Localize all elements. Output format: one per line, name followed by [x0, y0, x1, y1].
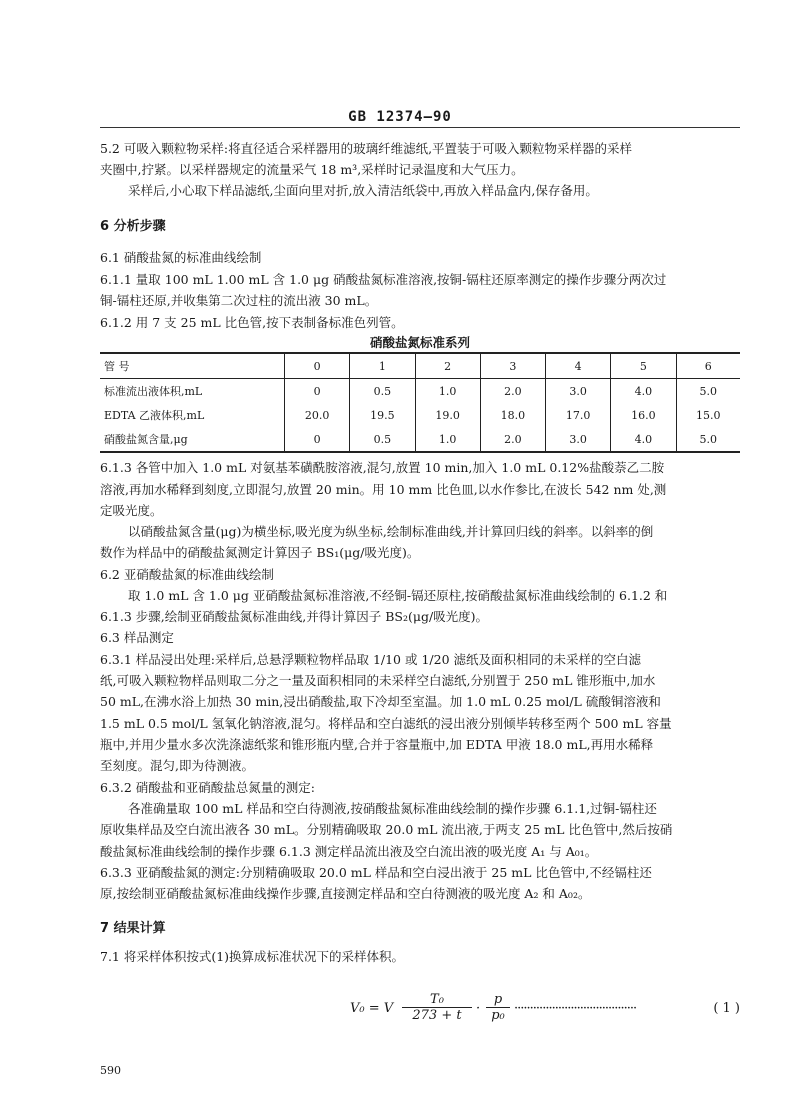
formula-frac1-numerator: T₀ [402, 992, 472, 1008]
para-after-sampling: 采样后,小心取下样品滤纸,尘面向里对折,放入清洁纸袋中,再放入样品盒内,保存备用。 [128, 183, 598, 198]
para-6-1-3-line-1: 6.1.3 各管中加入 1.0 mL 对氨基苯磺酰胺溶液,混匀,放置 10 min,加入 1.0 mL 0.12%盐酸萘乙二胺 [100, 460, 665, 475]
formula-leader-dots: ······································· [514, 1001, 637, 1016]
table-cell: 5.0 [676, 427, 740, 452]
formula-fraction-pressure [486, 992, 510, 1023]
para-6-3-2-line-3: 酸盐氮标准曲线绘制的操作步骤 6.1.3 测定样品流出液及空白流出液的吸光度 A₁ 与 A₀₁。 [100, 844, 598, 859]
formula-dot: · [476, 1001, 481, 1016]
section-6-2-heading: 6.2 亚硝酸盐氮的标准曲线绘制 [100, 567, 274, 582]
para-6-3-1-line-1: 6.3.1 样品浸出处理:采样后,总悬浮颗粒物样品取 1/10 或 1/20 滤纸及面积相同的未采样的空白滤 [100, 652, 641, 667]
table-cell: 16.0 [611, 403, 676, 427]
table-row [100, 379, 740, 404]
section-6-1-heading: 6.1 硝酸盐氮的标准曲线绘制 [100, 250, 262, 265]
table-cell: 0 [285, 379, 350, 404]
volume-formula [350, 992, 740, 1026]
para-6-3-1-line-2: 纸,可吸入颗粒物样品则取二分之一量及面积相同的未采样空白滤纸,分别置于 250 mL 锥形瓶中,加水 [100, 673, 656, 688]
table-cell: 2.0 [480, 427, 545, 452]
table-cell: 18.0 [480, 403, 545, 427]
page-number: 590 [100, 1064, 121, 1077]
table-col-header: 0 [285, 353, 350, 379]
formula-frac2-denominator: p₀ [491, 1008, 505, 1023]
formula-frac1-denominator: 273 + t [412, 1008, 462, 1023]
standard-code-header: GB 12374—90 [348, 109, 452, 125]
table-col-header: 3 [480, 353, 545, 379]
table-cell: 19.0 [415, 403, 480, 427]
table-cell: 19.5 [350, 403, 415, 427]
table-cell: 0 [285, 427, 350, 452]
para-6-3-1-line-3: 50 mL,在沸水浴上加热 30 min,浸出硝酸盐,取下冷却至室温。加 1.0 mL 0.25 mol/L 硫酸铜溶液和 [100, 694, 661, 709]
para-6-3-3-line-2: 原,按绘制亚硝酸盐氮标准曲线操作步骤,直接测定样品和空白待测液的吸光度 A₂ 和 A₀₂。 [100, 886, 591, 901]
para-6-3-1-line-5: 瓶中,并用少量水多次洗涤滤纸浆和锥形瓶内壁,合并于容量瓶中,加 EDTA 甲液 18.0 mL,再用水稀释 [100, 737, 654, 752]
table-cell: 20.0 [285, 403, 350, 427]
table-cell: 3.0 [546, 427, 611, 452]
table-col-header: 6 [676, 353, 740, 379]
table-row-label: 标准流出液体积,mL [104, 385, 203, 398]
formula-frac2-numerator: p [486, 992, 510, 1008]
para-5-2-line-1: 5.2 可吸入颗粒物采样:将直径适合采样器用的玻璃纤维滤纸,平置装于可吸入颗粒物采样器的采样 [100, 141, 633, 156]
para-6-1-1-line-1: 6.1.1 量取 100 mL 1.00 mL 含 1.0 μg 硝酸盐氮标准溶液,按铜-镉柱还原率测定的操作步骤分两次过 [100, 272, 667, 287]
table-row [100, 403, 740, 427]
para-7-1: 7.1 将采样体积按式(1)换算成标准状况下的采样体积。 [100, 949, 405, 964]
table-header-row [100, 353, 740, 379]
table-caption: 硝酸盐氮标准系列 [369, 335, 470, 350]
table-cell: 0.5 [350, 427, 415, 452]
table-cell: 5.0 [676, 379, 740, 404]
header-rule [100, 127, 740, 128]
para-6-3-2-line-2: 原收集样品及空白流出液各 30 mL。分别精确吸取 20.0 mL 流出液,于两支 25 mL 比色管中,然后按硝 [100, 822, 673, 837]
table-col-header: 2 [415, 353, 480, 379]
table-cell: 15.0 [676, 403, 740, 427]
table-header-label: 管 号 [100, 353, 285, 379]
table-cell: 1.0 [415, 427, 480, 452]
table-cell: 4.0 [611, 427, 676, 452]
para-6-2-line-2: 6.1.3 步骤,绘制亚硝酸盐氮标准曲线,并得计算因子 BS₂(μg/吸光度)。 [100, 609, 489, 624]
para-6-1-3-line-2: 溶液,再加水稀释到刻度,立即混匀,放置 20 min。用 10 mm 比色皿,以水作参比,在波长 542 nm 处,测 [100, 482, 667, 497]
table-col-header: 1 [350, 353, 415, 379]
table-cell: 0.5 [350, 379, 415, 404]
section-6-heading: 6 分析步骤 [100, 219, 166, 234]
para-5-2-line-2: 夹圈中,拧紧。以采样器规定的流量采气 18 m³,采样时记录温度和大气压力。 [100, 162, 524, 177]
para-6-1-2: 6.1.2 用 7 支 25 mL 比色管,按下表制备标准色列管。 [100, 315, 404, 330]
formula-fraction-temperature [402, 992, 472, 1023]
formula-lhs: V₀ = V [350, 1001, 394, 1016]
table-col-header: 5 [611, 353, 676, 379]
section-6-3-heading: 6.3 样品测定 [100, 630, 174, 645]
para-6-3-2-line-1: 各准确量取 100 mL 样品和空白待测液,按硝酸盐氮标准曲线绘制的操作步骤 6.1.1,过铜-镉柱还 [128, 801, 657, 816]
table-row-label: 硝酸盐氮含量,μg [100, 427, 285, 452]
para-6-3-1-line-4: 1.5 mL 0.5 mol/L 氢氧化钠溶液,混匀。将样品和空白滤纸的浸出液分别倾毕转移至两个 500 mL 容量 [100, 716, 672, 731]
para-6-3-1-line-6: 至刻度。混匀,即为待测液。 [100, 758, 254, 773]
table-cell: 3.0 [546, 379, 611, 404]
standard-series-table [100, 352, 740, 453]
para-6-3-3-line-1: 6.3.3 亚硝酸盐氮的测定:分别精确吸取 20.0 mL 样品和空白浸出液于 25 mL 比色管中,不经镉柱还 [100, 865, 652, 880]
table-cell: 4.0 [611, 379, 676, 404]
para-6-1-1-line-2: 铜-镉柱还原,并收集第二次过柱的流出液 30 mL。 [100, 293, 378, 308]
section-7-heading: 7 结果计算 [100, 921, 166, 936]
para-6-1-3-line-3: 定吸光度。 [100, 503, 163, 518]
para-curve-line-2: 数作为样品中的硝酸盐氮测定计算因子 BS₁(μg/吸光度)。 [100, 545, 420, 560]
para-6-2-line-1: 取 1.0 mL 含 1.0 μg 亚硝酸盐氮标准溶液,不经铜-镉还原柱,按硝酸盐氮标准曲线绘制的 6.1.2 和 [128, 588, 668, 603]
table-row [100, 427, 740, 452]
table-cell: 1.0 [415, 379, 480, 404]
para-6-3-2-heading: 6.3.2 硝酸盐和亚硝酸盐总氮量的测定: [100, 780, 315, 795]
table-cell: 17.0 [546, 403, 611, 427]
table-cell: 2.0 [480, 379, 545, 404]
table-row-label: EDTA 乙液体积,mL [104, 409, 205, 422]
formula-number: ( 1 ) [713, 1001, 740, 1016]
para-curve-line-1: 以硝酸盐氮含量(μg)为横坐标,吸光度为纵坐标,绘制标准曲线,并计算回归线的斜率。以斜率的倒 [128, 524, 654, 539]
table-col-header: 4 [546, 353, 611, 379]
